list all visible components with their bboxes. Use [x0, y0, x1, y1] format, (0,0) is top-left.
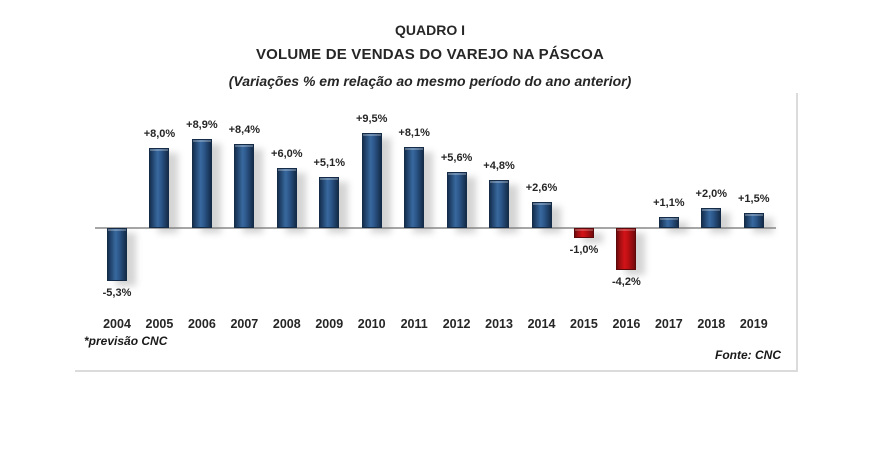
- source-note: Fonte: CNC: [715, 348, 781, 362]
- chart-title: VOLUME DE VENDAS DO VAREJO NA PÁSCOA: [255, 46, 605, 64]
- value-label-2016: -4,2%: [612, 276, 641, 288]
- x-tick-2019: 2019: [739, 317, 768, 331]
- bar-2011: [404, 147, 424, 228]
- x-tick-2015: 2015: [570, 317, 598, 331]
- bar-2004: [107, 228, 127, 281]
- x-tick-2016: 2016: [612, 317, 641, 331]
- bar-2015: [574, 228, 594, 238]
- bar-2019: [744, 213, 764, 228]
- value-label-2011: +8,1%: [398, 127, 430, 139]
- x-tick-2012: 2012: [442, 317, 471, 331]
- bar-2007: [234, 144, 254, 228]
- value-label-2013: +4,8%: [483, 160, 515, 172]
- bar-2009: [319, 177, 339, 228]
- chart-subtitle: (Variações % em relação ao mesmo período do ano anterior): [228, 73, 632, 90]
- bar-2006: [192, 139, 212, 228]
- value-label-2008: +6,0%: [271, 148, 303, 160]
- forecast-footnote: *previsão CNC: [84, 334, 168, 348]
- value-label-2015: -1,0%: [569, 244, 599, 256]
- value-label-2006: +8,9%: [186, 119, 218, 131]
- bar-2012: [447, 172, 467, 228]
- value-label-2004: -5,3%: [102, 287, 132, 299]
- x-tick-2014: 2014: [527, 317, 556, 331]
- value-label-2007: +8,4%: [228, 124, 261, 136]
- x-tick-2011: 2011: [400, 317, 428, 331]
- x-tick-2017: 2017: [654, 317, 683, 331]
- x-tick-2013: 2013: [485, 317, 513, 331]
- value-label-2014: +2,6%: [525, 182, 558, 194]
- value-label-2009: +5,1%: [313, 157, 345, 169]
- bar-2010: [362, 133, 382, 228]
- value-label-2005: +8,0%: [143, 128, 176, 140]
- bar-2017: [659, 217, 679, 228]
- x-tick-2007: 2007: [230, 317, 259, 331]
- bar-2014: [532, 202, 552, 228]
- bar-2018: [701, 208, 721, 228]
- x-tick-2010: 2010: [357, 317, 386, 331]
- x-tick-2004: 2004: [103, 317, 131, 331]
- x-tick-2008: 2008: [272, 317, 301, 331]
- value-label-2018: +2,0%: [695, 188, 728, 200]
- bar-2005: [149, 148, 169, 228]
- bar-2016: [616, 228, 636, 270]
- chart-kicker: QUADRO I: [395, 22, 465, 38]
- bar-2013: [489, 180, 509, 228]
- bar-2008: [277, 168, 297, 228]
- chart-frame-border: [75, 93, 798, 372]
- x-tick-2018: 2018: [697, 317, 726, 331]
- value-label-2017: +1,1%: [653, 197, 685, 209]
- chart-header: [0, 22, 860, 89]
- x-tick-2005: 2005: [145, 317, 174, 331]
- value-label-2019: +1,5%: [738, 193, 770, 205]
- value-label-2012: +5,6%: [440, 152, 473, 164]
- x-tick-2009: 2009: [315, 317, 344, 331]
- x-tick-2006: 2006: [187, 317, 216, 331]
- value-label-2010: +9,5%: [355, 113, 388, 125]
